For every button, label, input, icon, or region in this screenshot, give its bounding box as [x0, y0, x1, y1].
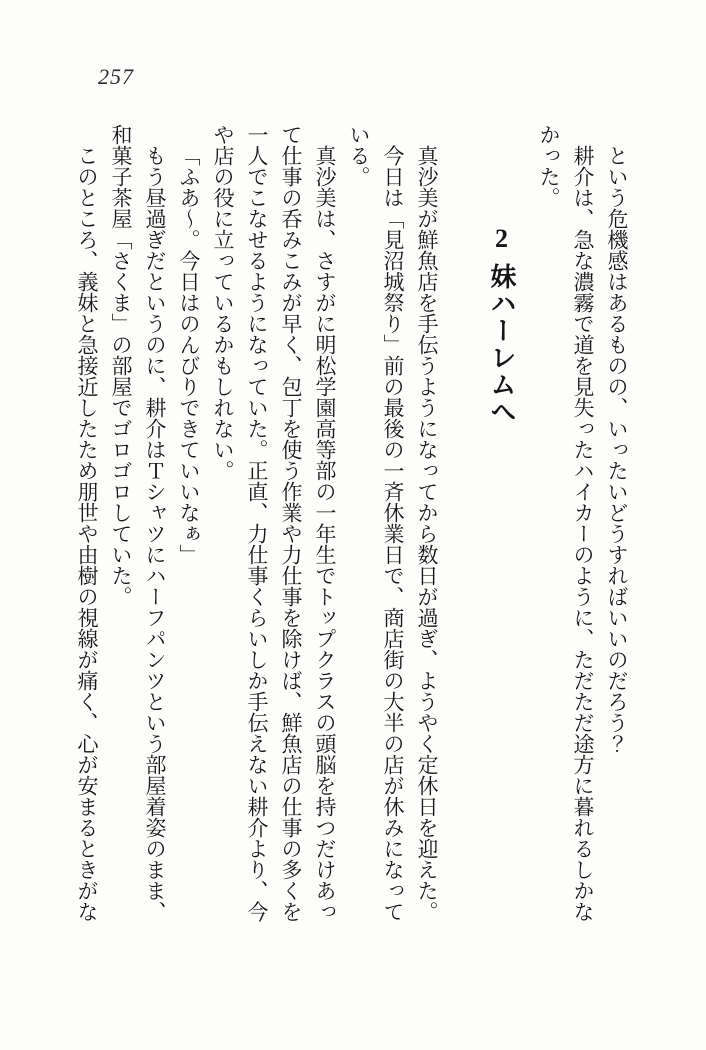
- chapter-heading: [484, 124, 518, 924]
- body-text: [70, 124, 634, 924]
- chapter-number: 2: [487, 224, 516, 254]
- chapter-title: 妹ハーレムへ: [487, 263, 516, 425]
- paragraph: 真沙美は、さすがに明松学園高等部の一年生でトップクラスの頭脳を持つだけあって仕事の呑みこみが早く、包丁を使う作業や力仕事を除けば、鮮魚店の仕事の多くを一人でこなせるようになっていた。正直、力仕事くらいしか手伝えない耕介より、今や店の役に立っているかもしれない。: [211, 124, 337, 922]
- paragraph: 真沙美が鮮魚店を手伝うようになってから数日が過ぎ、ようやく定休日を迎えた。: [415, 145, 439, 922]
- paragraph: もう昼過ぎだというのに、耕介はＴシャツにハーフパンツという部屋着姿のまま、和菓子茶屋「さくま」の部屋でゴロゴロしていた。: [109, 124, 167, 922]
- paragraph: 今日は「見沼城祭り」前の最後の一斉休業日で、商店街の大半の店が休みになっている。: [347, 124, 405, 922]
- paragraph: 「ふあ〜。今日はのんびりできていいなぁ」: [177, 145, 201, 565]
- page-number: 257: [98, 64, 134, 89]
- paragraph: 耕介は、急な濃霧で道を見失ったハイカーのように、ただただ途方に暮れるしかなかった。: [537, 124, 595, 922]
- paragraph: このところ、義妹と急接近したため朋世や由樹の視線が痛く、心が安まるときがな: [75, 145, 99, 922]
- paragraph: という危機感はあるものの、いったいどうすればいいのだろう？: [605, 145, 629, 754]
